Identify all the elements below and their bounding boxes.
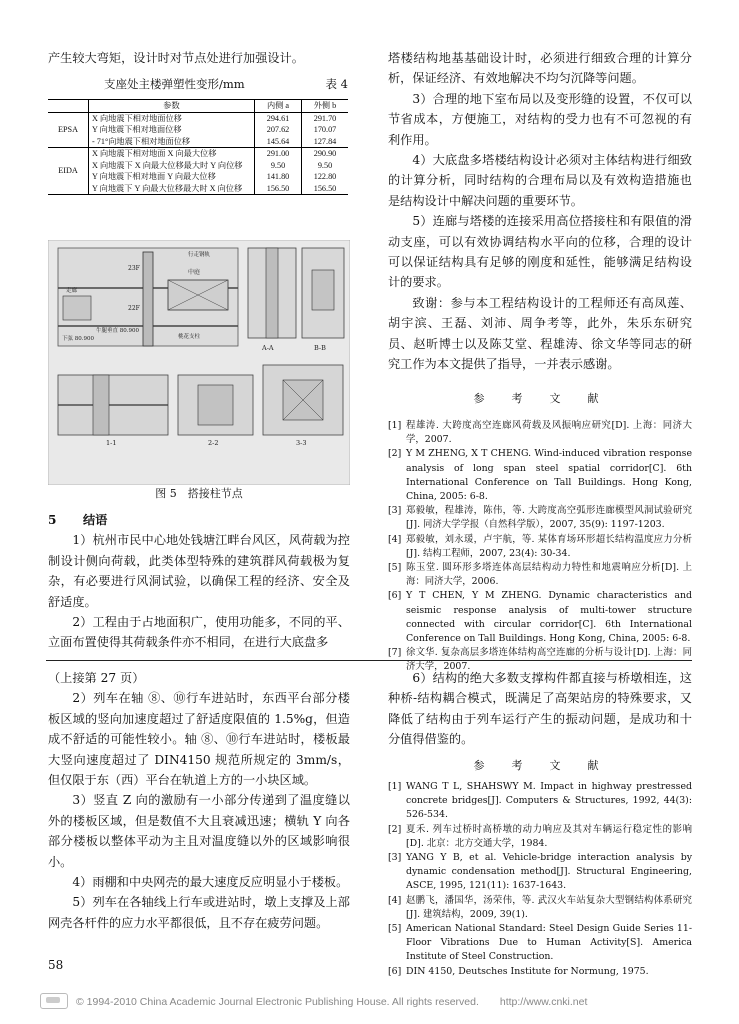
acknowledgement: 致谢：参与本工程结构设计的工程师还有高凤莲、胡宇滨、王磊、刘沛、周争考等，此外，朱乐东研究员、赵昕博士以及陈艾堂、程雄涛、徐文华等同志的研究工作为本文提供了指导，一并表示感谢。 bbox=[388, 295, 692, 372]
table-cell: 290.90 bbox=[302, 148, 349, 160]
group-name: EIDA bbox=[48, 148, 89, 195]
paragraph: 4）大底盘多塔楼结构设计必须对主体结构进行细致的计算分析，同时结构的合理布局以及有效构造措施也是结构设计中解决问题的重要环节。 bbox=[388, 153, 692, 208]
ref-number: [1] bbox=[388, 419, 402, 431]
ref-number: [3] bbox=[388, 505, 402, 517]
copyright-footer bbox=[40, 990, 700, 1012]
reference-item bbox=[388, 447, 692, 504]
ref-number: [7] bbox=[388, 647, 402, 659]
table-cell: 145.64 bbox=[255, 136, 302, 148]
table-cell: 141.80 bbox=[255, 171, 302, 183]
fig-label: 3-3 bbox=[296, 439, 307, 447]
table-cell: 291.00 bbox=[255, 148, 302, 160]
ref-text: WANG T L, SHAHSWY M. Impact in highway prestressed concrete bridges[J]. Computers & Structures, 1992, 44(3): 526-534. bbox=[406, 781, 692, 821]
paragraph: 5）连廊与塔楼的连接采用高位搭接柱和有限值的滑动支座，可以有效协调结构水平向的位移，合理的设计可以保证结构具有足够的刚度和延性，能够满足结构设计的要求。 bbox=[388, 214, 692, 290]
ref-number: [5] bbox=[388, 561, 402, 573]
table-cell: Y 向地震下 Y 向最大位移最大时 X 向位移 bbox=[89, 183, 255, 195]
table-cell: 122.80 bbox=[302, 171, 349, 183]
fig-label: 中庭 bbox=[188, 269, 201, 276]
ref-number: [6] bbox=[388, 590, 402, 602]
ref-text: DIN 4150, Deutsches Institute for Normung, 1975. bbox=[406, 965, 649, 977]
table-cell: 9.50 bbox=[255, 160, 302, 172]
conclusion-section bbox=[48, 510, 350, 653]
top-left-intro bbox=[48, 48, 350, 68]
ref-number: [3] bbox=[388, 852, 402, 864]
table-header-outer: 外侧 b bbox=[302, 100, 349, 113]
paragraph: 5）列车在各轴线上行车或进站时，墩上支撑及上部网壳各杆件的应力水平都很低，且不存在疲劳问题。 bbox=[48, 895, 350, 930]
paragraph: 3）竖直 Z 向的激励有一小部分传递到了温度缝以外的楼板区域，但是数值不大且衰减迅速；横轨 Y 向各部分楼板以整体平动为主且对温度缝以外的区域影响很小。 bbox=[48, 793, 350, 869]
copyright-text: © 1994-2010 China Academic Journal Electronic Publishing House. All rights reserved. http://www.cnki.net bbox=[76, 995, 588, 1008]
reference-item bbox=[388, 533, 692, 561]
group-name: EPSA bbox=[48, 112, 89, 148]
page-number: 58 bbox=[48, 958, 64, 972]
bottom-left-column bbox=[48, 668, 350, 933]
references-title: 参 考 文 献 bbox=[473, 758, 607, 772]
fig-label: 牛腿垂直 80.900 bbox=[96, 328, 139, 334]
table-cell: X 向地震下 X 向最大位移最大时 Y 向位移 bbox=[92, 160, 243, 170]
ref-text: American National Standard: Steel Design Guide Series 11-Floor Vibrations Due to Human Activity[S]. America Institute of Steel Construction. bbox=[406, 923, 692, 963]
fig-label: 走廊 bbox=[66, 288, 78, 294]
paragraph: 2）列车在轴 ⑧、⑩行车进站时，东西平台部分楼板区域的竖向加速度超过了舒适度限值的 1.5%g，但造成不舒适的可能性较小。轴 ⑧、⑩行车进站时，楼板最大竖向速度超过了 DIN4150 规范所规定的 3mm/s，但仅限于东（西）平台在轨道上方的一小块区域。 bbox=[48, 691, 350, 788]
table-title-row bbox=[48, 76, 348, 92]
table-cell: 291.70 bbox=[302, 112, 349, 124]
reference-item bbox=[388, 894, 692, 922]
fig-label: 22F bbox=[128, 305, 140, 312]
ref-text: 陈玉堂. 圆环形多塔连体高层结构动力特性和地震响应分析[D]. 上海：同济大学，2006. bbox=[406, 561, 692, 588]
figure-caption-block bbox=[48, 486, 350, 502]
reference-item bbox=[388, 851, 692, 894]
deformation-table bbox=[48, 99, 348, 195]
ref-text: 徐文华. 复杂高层多塔连体结构高空连廊的分析与设计[D]. 上海：同济大学，2007. bbox=[406, 647, 692, 673]
reference-item bbox=[388, 561, 692, 589]
ref-text: 夏禾. 列车过桥时高桥墩的动力响应及其对车辆运行稳定性的影响[D]. 北京：北方交通大学，1984. bbox=[406, 823, 692, 849]
figure-caption: 图 5 搭接柱节点 bbox=[155, 487, 243, 500]
section-heading bbox=[48, 510, 350, 530]
reference-item bbox=[388, 780, 692, 823]
paragraph: 3）合理的地下室布局以及变形缝的设置，不仅可以节省成本，方便施工，对结构的受力也有不可忽视的有利作用。 bbox=[388, 91, 692, 147]
paragraph: 4）雨棚和中央网壳的最大速度反应明显小于楼板。 bbox=[72, 875, 349, 890]
ref-text: Y T CHEN, Y M ZHENG. Dynamic characteristics and seismic response analysis of multi-tower structure connected with circular corridor[C]. 6th International Conference on Tall Buildings. Hong Kong, China, 2005: 6-8. bbox=[406, 590, 692, 644]
reference-item bbox=[388, 504, 692, 532]
fig-label: B-B bbox=[314, 344, 326, 352]
reference-item bbox=[388, 419, 692, 447]
top-right-column bbox=[388, 48, 692, 675]
ref-text: 程雄涛. 大跨度高空连廊风荷载及风振响应研究[D]. 上海：同济大学，2007. bbox=[406, 419, 692, 446]
ref-number: [4] bbox=[388, 533, 402, 545]
table-cell: X 向地震下相对地面 X 向最大位移 bbox=[89, 148, 255, 160]
ref-text: YANG Y B, et al. Vehicle-bridge interaction analysis by dynamic condensation method[J]. Structural Engineering, ASCE, 1995, 121(11): 1637-1643. bbox=[406, 852, 692, 892]
fig-label: 行走钢轨 bbox=[188, 252, 211, 258]
ref-number: [5] bbox=[388, 923, 402, 935]
paragraph: 6）结构的绝大多数支撑构件都直接与桥墩相连，这种桥-结构耦合模式，既满足了高架站房的特殊要求，又降低了结构由于列车运行产生的振动问题，是成功和十分值得借鉴的。 bbox=[388, 671, 692, 747]
paragraph: 1）杭州市民中心地处钱塘江畔台风区，风荷载为控制设计侧向荷载，此类体型特殊的建筑群风荷载极为复杂，有必要进行风洞试验，以确保工程的经济、安全及舒适度。 bbox=[48, 533, 350, 609]
continued-note: （上接第 27 页） bbox=[48, 671, 145, 685]
figure-joint-drawing bbox=[48, 240, 350, 485]
ref-text: 郑毅敏，程雄涛，陈伟，等. 大跨度高空弧形连廊模型风洞试验研究[J]. 同济大学学报（自然科学版），2007, 35(9): 1197-1203. bbox=[406, 505, 692, 531]
table-cell: Y 向地震下相对地面位移 bbox=[92, 125, 182, 134]
fig-label: 桃花支柱 bbox=[178, 334, 201, 340]
fig-label: 23F bbox=[128, 265, 140, 272]
reference-list bbox=[388, 780, 692, 979]
table-cell: 127.84 bbox=[302, 136, 349, 148]
fig-label: 2-2 bbox=[208, 439, 219, 447]
table-header-param: 参数 bbox=[89, 100, 255, 113]
table-cell: 156.50 bbox=[302, 183, 349, 195]
ref-number: [6] bbox=[388, 965, 402, 977]
ref-number: [2] bbox=[388, 448, 402, 460]
table-header-inner: 内侧 a bbox=[255, 100, 302, 113]
ref-number: [2] bbox=[388, 823, 402, 835]
fig-label: 下弦 80.900 bbox=[62, 336, 94, 342]
reference-item bbox=[388, 589, 692, 646]
article-divider bbox=[46, 660, 692, 661]
ref-number: [1] bbox=[388, 781, 402, 793]
table-cell: X 向地震下相对地面位移 bbox=[89, 112, 255, 124]
reference-item bbox=[388, 922, 692, 965]
references-title: 参 考 文 献 bbox=[473, 391, 607, 405]
table-cell: 156.50 bbox=[255, 183, 302, 195]
table-cell: 170.07 bbox=[302, 124, 349, 136]
table-cell: 294.61 bbox=[255, 112, 302, 124]
table-number: 表 4 bbox=[325, 77, 348, 91]
fig-label: A-A bbox=[262, 344, 274, 352]
reference-list bbox=[388, 419, 692, 675]
intro-line: 产生较大弯矩，设计时对节点处进行加强设计。 bbox=[48, 51, 304, 65]
cnki-logo-icon bbox=[40, 993, 68, 1009]
ref-text: Y M ZHENG, X T CHENG. Wind-induced vibration response analysis of long span steel spatial corridor[C]. 6th International Conference on Tall Buildings. Hong Kong, China, 2005: 6-8. bbox=[406, 448, 692, 502]
paragraph: 2）工程由于占地面积广，使用功能多，不同的平、立面布置使得其荷载条件亦不相同，在进行大底盘多 bbox=[48, 615, 350, 650]
reference-item bbox=[388, 823, 692, 851]
table-title: 支座处主楼弹塑性变形/mm bbox=[104, 77, 245, 91]
reference-item bbox=[388, 965, 692, 979]
fig-label: 1-1 bbox=[106, 439, 117, 447]
ref-text: 赵鹏飞，潘国华，汤荣伟，等. 武汉火车站复杂大型钢结构体系研究[J]. 建筑结构，2009, 39(1). bbox=[406, 894, 692, 920]
table-cell: 207.62 bbox=[255, 124, 302, 136]
ref-number: [4] bbox=[388, 894, 402, 906]
table-cell: 9.50 bbox=[302, 160, 349, 172]
section-number: 5 bbox=[48, 513, 57, 527]
table-cell: Y 向地震下相对地面 Y 向最大位移 bbox=[92, 172, 216, 181]
section-title: 结语 bbox=[82, 513, 108, 527]
paragraph: 塔楼结构地基基础设计时，必须进行细致合理的计算分析，保证经济、有效地解决不均匀沉降等问题。 bbox=[388, 51, 692, 86]
table-cell: - 71°向地震下相对地面位移 bbox=[92, 136, 191, 146]
bottom-right-column bbox=[388, 668, 692, 979]
ref-text: 郑毅敏，刘永瑗，卢宇航，等. 某体育场环形超长结构温度应力分析[J]. 结构工程师，2007, 23(4): 30-34. bbox=[406, 533, 692, 559]
